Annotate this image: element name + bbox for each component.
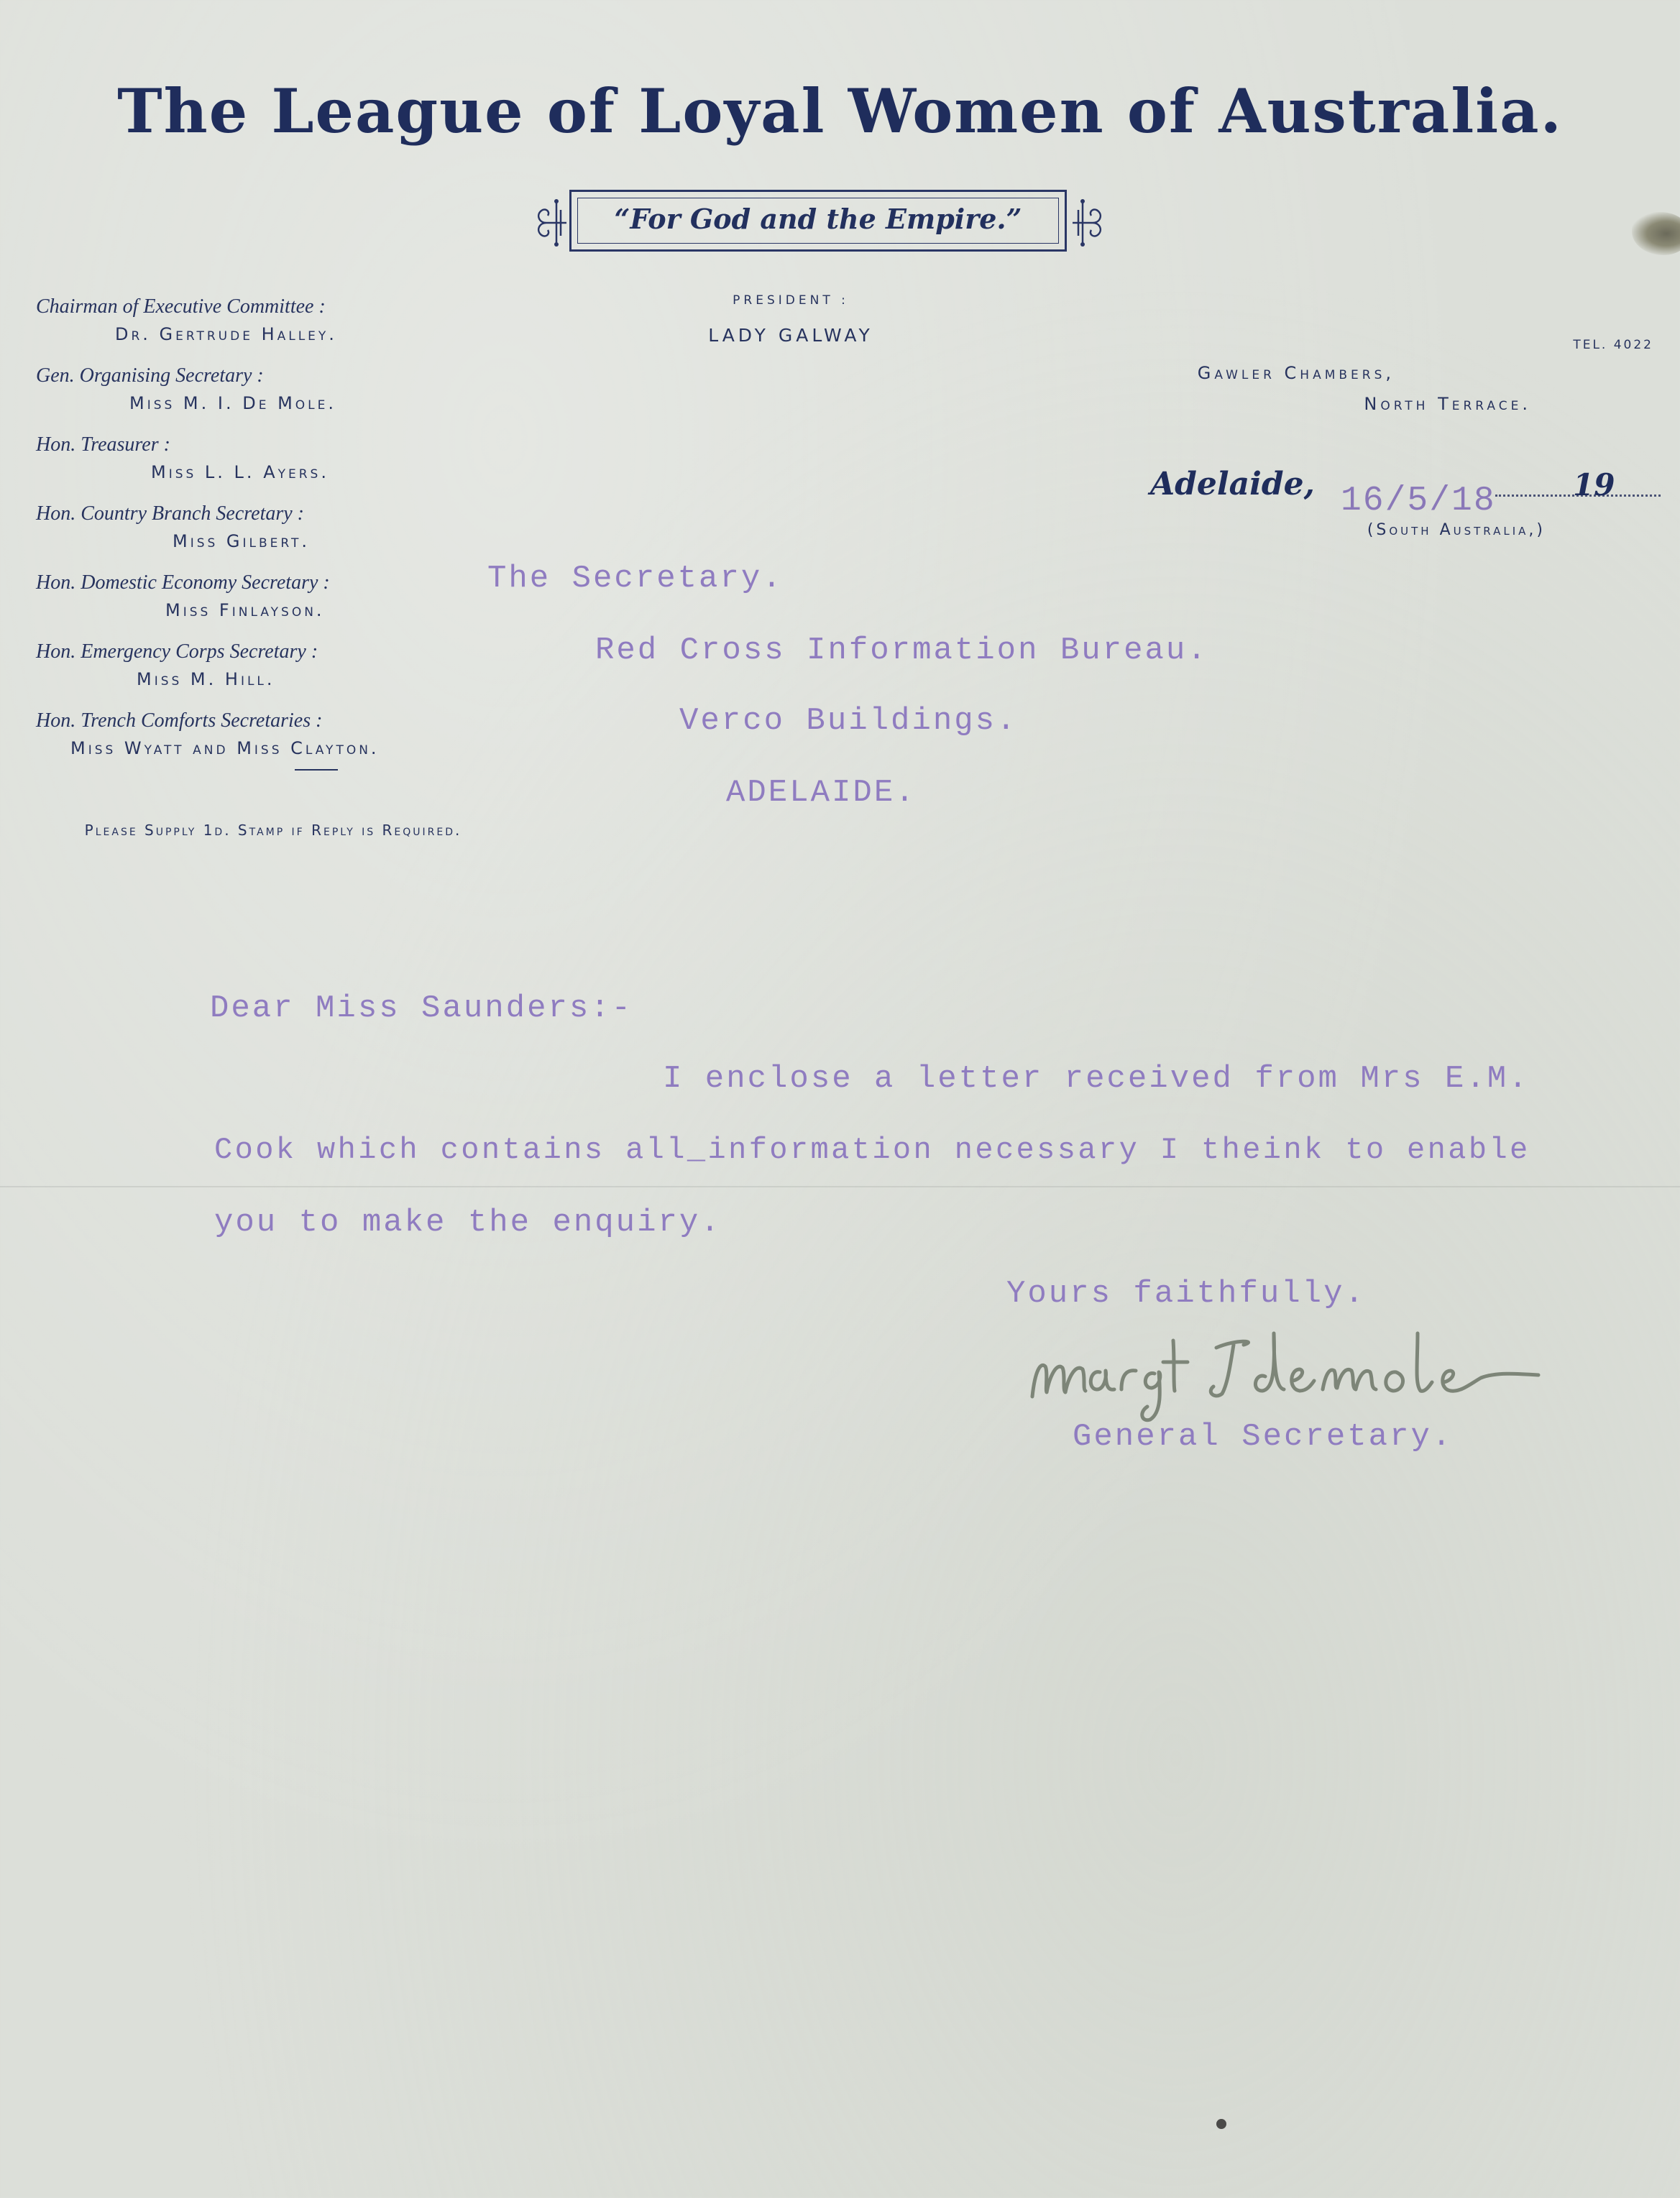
motto-box — [532, 188, 1107, 257]
state-label: (South Australia,) — [1367, 521, 1546, 539]
recipient-line: Red Cross Information Bureau. — [595, 633, 1208, 668]
right-ornament-icon — [1071, 194, 1107, 252]
body-line: I enclose a letter received from Mrs E.M. — [663, 1061, 1530, 1097]
divider — [295, 769, 338, 771]
officer-role: Hon. Trench Comforts Secretaries : — [36, 709, 323, 732]
officer-role: Chairman of Executive Committee : — [36, 295, 326, 318]
officer-name: Miss L. L. Ayers. — [151, 462, 329, 482]
handwritten-signature — [1021, 1312, 1596, 1427]
officer-role: Hon. Emergency Corps Secretary : — [36, 640, 318, 663]
recipient-line: ADELAIDE. — [726, 775, 917, 811]
officers-list — [36, 293, 510, 771]
officer-name: Miss Wyatt and Miss Clayton. — [70, 738, 380, 758]
signer-title: General Secretary. — [1073, 1419, 1454, 1455]
officer-role: Hon. Domestic Economy Secretary : — [36, 571, 330, 594]
officer-role: Hon. Treasurer : — [36, 433, 170, 456]
officer-name: Miss M. Hill. — [137, 669, 275, 689]
address-line-2: North Terrace. — [1364, 394, 1531, 414]
officer-role: Hon. Country Branch Secretary : — [36, 502, 304, 525]
recipient-line: Verco Buildings. — [679, 703, 1018, 739]
year-prefix: 19 — [1573, 467, 1615, 502]
closing: Yours faithfully. — [1006, 1276, 1366, 1312]
officer-name: Miss Gilbert. — [173, 531, 311, 551]
president-name: LADY GALWAY — [708, 325, 873, 346]
president-label: PRESIDENT : — [733, 293, 849, 308]
body-line: Cook which contains all_information necessary I theink to enable — [214, 1133, 1530, 1167]
salutation: Dear Miss Saunders:- — [210, 990, 633, 1026]
recipient-line: The Secretary. — [487, 561, 784, 597]
paper-fold-line — [0, 1186, 1680, 1187]
officer-name: Miss Finlayson. — [165, 600, 325, 620]
left-ornament-icon — [532, 194, 568, 252]
address-line-1: Gawler Chambers, — [1197, 363, 1395, 383]
motto-text: “For God and the Empire.” — [614, 203, 1022, 235]
city-label: Adelaide, — [1150, 466, 1315, 502]
paper-speck — [1216, 2119, 1226, 2129]
stamp-note: Please Supply 1d. Stamp if Reply is Required. — [84, 822, 462, 839]
letter-date: 16/5/18 — [1341, 482, 1496, 520]
telephone-number: TEL. 4022 — [1573, 338, 1653, 352]
officer-role: Gen. Organising Secretary : — [36, 364, 264, 387]
body-line: you to make the enquiry. — [214, 1205, 722, 1241]
officer-name: Dr. Gertrude Halley. — [115, 324, 337, 344]
officer-name: Miss M. I. De Mole. — [129, 393, 337, 413]
letterhead-title: The League of Loyal Women of Australia. — [117, 75, 1563, 147]
